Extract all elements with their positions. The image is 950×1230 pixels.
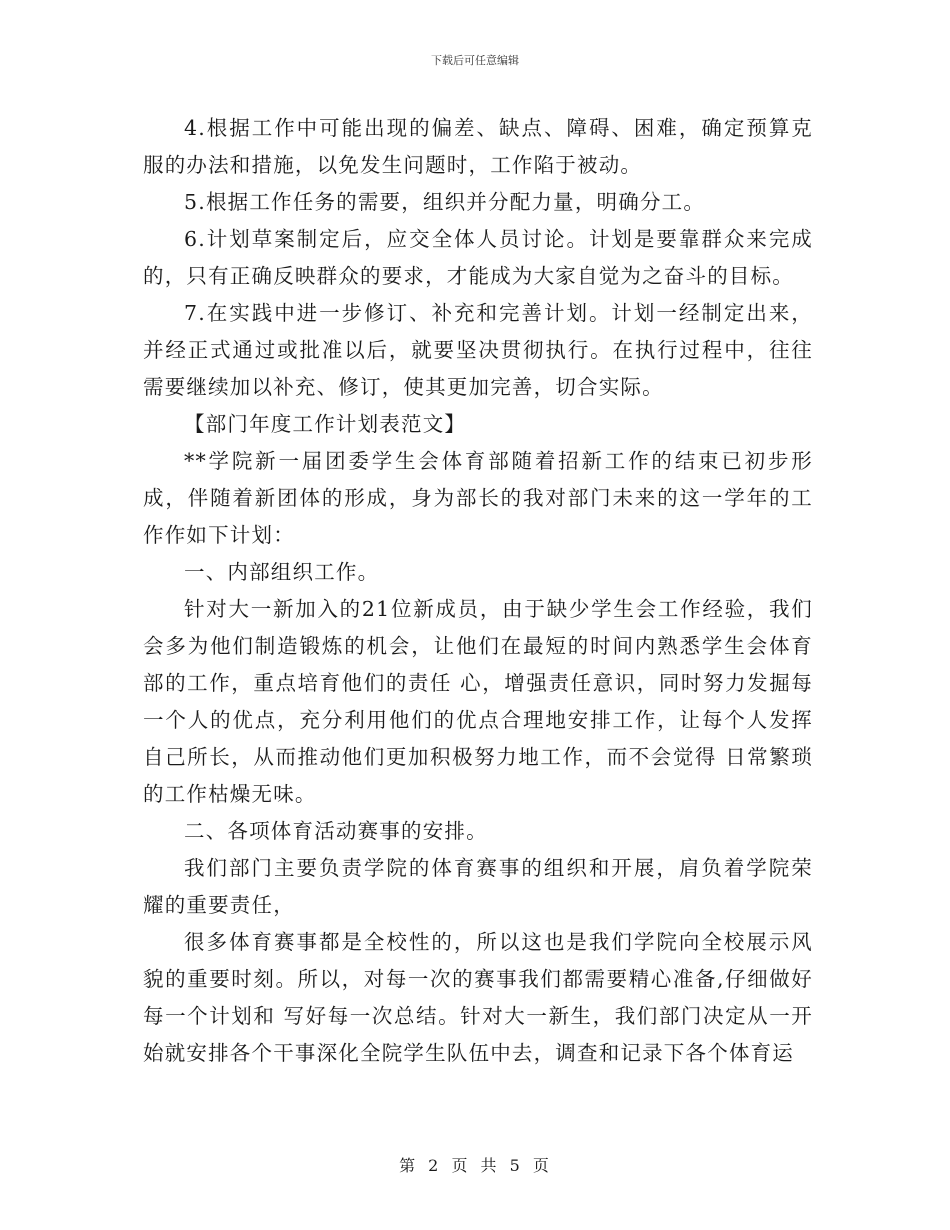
- paragraph-item-4: 4.根据工作中可能出现的偏差、缺点、障碍、困难，确定预算克服的办法和措施，以免发生问题时，工作陷于被动。: [143, 116, 813, 177]
- section-heading-1: 一、内部组织工作。: [184, 560, 380, 584]
- section-2-paragraph-1: 我们部门主要负责学院的体育赛事的组织和开展，肩负着学院荣耀的重要责任，: [143, 856, 813, 917]
- section-title: 【部门年度工作计划表范文】: [184, 412, 467, 436]
- paragraph-item-5: 5.根据工作任务的需要，组织并分配力量，明确分工。: [184, 190, 706, 214]
- section-1-paragraph: 针对大一新加入的21位新成员，由于缺少学生会工作经验，我们会多为他们制造锻炼的机会，让他们在最短的时间内熟悉学生会体育部的工作，重点培育他们的责任 心，增强责任意识，同时努力发掘每一个人的优点，充分利用他们的优点合理地安排工作，让每个人发挥自己所长，从而推动他们更加积极努力地工作，而不会觉得 日常繁琐的工作枯燥无味。: [143, 597, 813, 806]
- section-2-paragraph-2: 很多体育赛事都是全校性的，所以这也是我们学院向全校展示风貌的重要时刻。所以，对每一次的赛事我们都需要精心准备,仔细做好每一个计划和 写好每一次总结。针对大一新生，我们部门决定从一开始就安排各个干事深化全院学生队伍中去，调查和记录下各个体育运: [143, 930, 813, 1065]
- page-header: 下载后可任意编辑: [431, 54, 519, 67]
- paragraph-item-7: 7.在实践中进一步修订、补充和完善计划。计划一经制定出来，并经正式通过或批准以后，就要坚决贯彻执行。在执行过程中，往往需要继续加以补充、修订，使其更加完善，切合实际。: [143, 301, 813, 399]
- paragraph-item-6: 6.计划草案制定后，应交全体人员讨论。计划是要靠群众来完成的，只有正确反映群众的要求，才能成为大家自觉为之奋斗的目标。: [143, 227, 813, 288]
- intro-paragraph: **学院新一届团委学生会体育部随着招新工作的结束已初步形成，伴随着新团体的形成，身为部长的我对部门未来的这一学年的工作作如下计划：: [143, 449, 813, 547]
- page-number-footer: 第 2 页 共 5 页: [399, 1156, 551, 1175]
- section-heading-2: 二、各项体育活动赛事的安排。: [184, 819, 488, 843]
- document-body: [143, 110, 813, 1072]
